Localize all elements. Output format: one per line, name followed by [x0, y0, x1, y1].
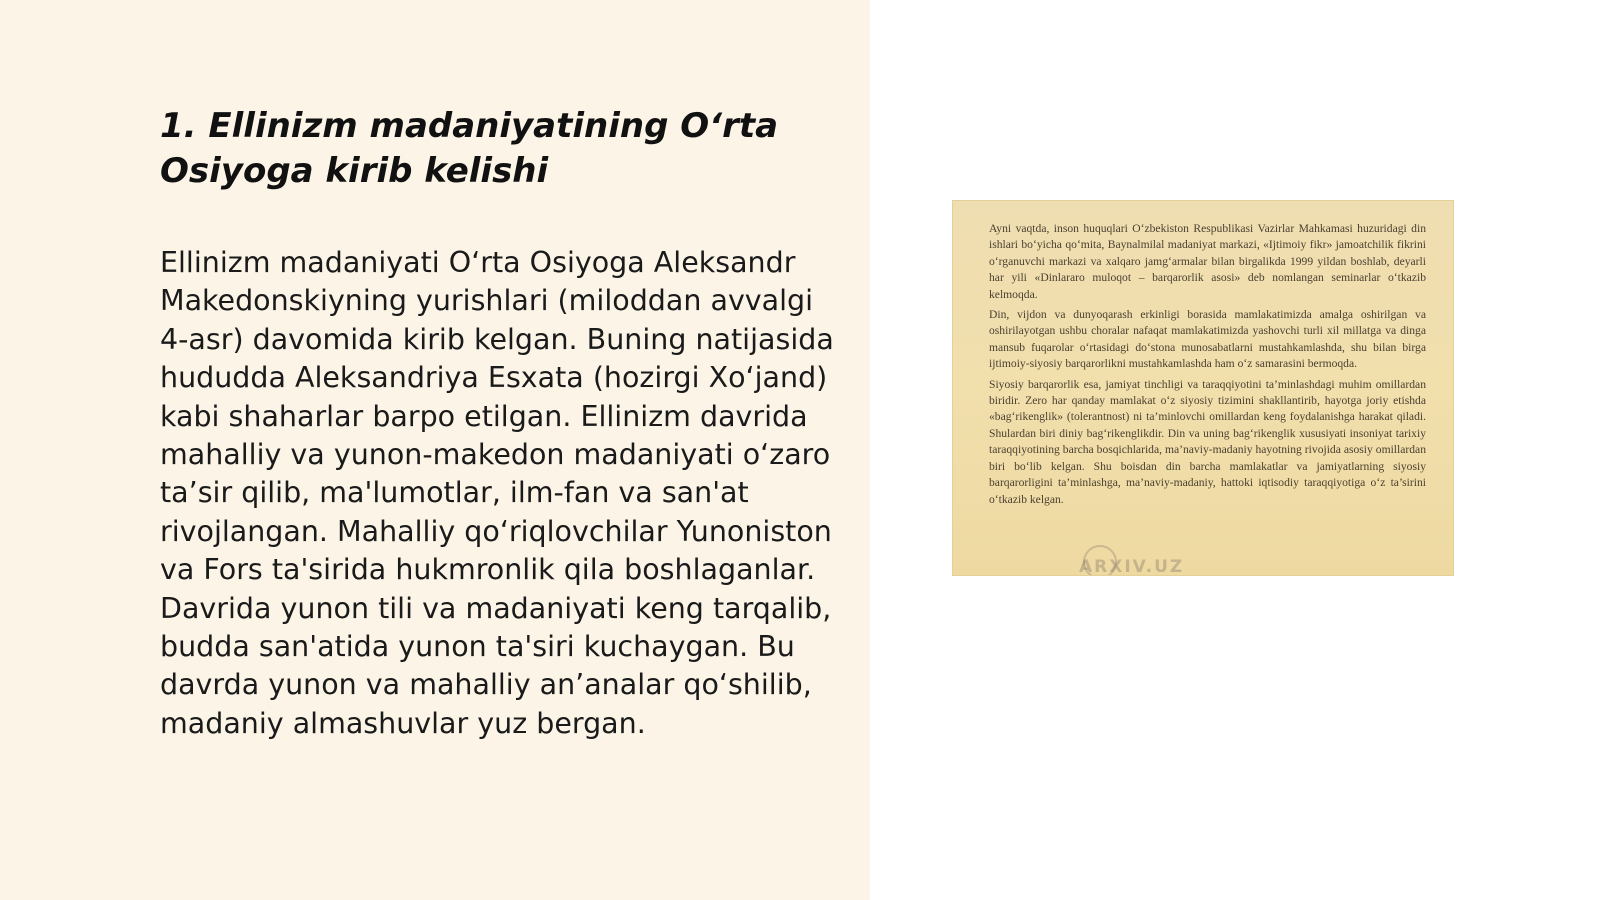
- scan-paragraph-1: Ayni vaqtda, inson huquqlari O‘zbekiston Respublikasi Vazirlar Mahkamasi huzuridagi din ishlari bo‘yicha qo‘mita, Baynalmilal madaniyat markazi, «Ijtimoiy fikr» jamoatchilik fikrini o‘rganuvchi markazi va xalqaro jamg‘armalar bilan birgalikda 1999 yildan boshlab, deyarli har yili «Dinlararo muloqot – barqarorlik asosi» deb nomlangan seminarlar o‘tkazib kelmoqda.: [989, 222, 1426, 301]
- scanned-document-image: [952, 200, 1454, 576]
- scan-paragraph-2: Din, vijdon va dunyoqarash erkinligi borasida mamlakatimizda amalga oshirilgan va oshirilayotgan ushbu choralar nafaqat mamlakatimizda yashovchi turli xil millatga va dinga mansub fuqarolar o‘rtasidagi do‘stona munosabatlarni mustahkamlashda, shu bilan birga ijtimoiy-siyosiy barqarorlikni mustahkamlashda ham o‘z samarasini bermoqda.: [989, 308, 1426, 371]
- watermark-text: ARXIV.UZ: [1079, 557, 1185, 576]
- scan-paragraph-3: Siyosiy barqarorlik esa, jamiyat tinchligi va taraqqiyotini ta’minlashdagi muhim omillardan biridir. Zero har qanday mamlakat o‘z siyosiy tizimini shakllantirib, hayotga joriy etishda «bag‘rikenglik» (tolerantnost) ni ta’minlovchi omillardan keng foydalanishga harakat qiladi. Shulardan biri diniy bag‘rikenglikdir. Din va uning bag‘rikenglik xususiyati insoniyat tarixiy taraqqiyotining barcha bosqichlarida, ma’naviy-madaniy hayotning rivojida asosiy omillardan biri bo‘lib kelgan. Shu boisdan din barcha mamlakatlar va jamiyatlarning siyosiy barqarorligini ta’minlashga, ma’naviy-madaniy, hattoki iqtisodiy taraqqiyotiga o‘z ta’sirini o‘tkazib kelgan.: [989, 377, 1426, 506]
- slide-body-text: Ellinizm madaniyati O‘rta Osiyoga Aleksandr Makedonskiyning yurishlari (miloddan avvalgi 4-asr) davomida kirib kelgan. Buning natijasida hududda Aleksandriya Esxata (hozirgi Xo‘jand) kabi shaharlar barpo etilgan. Ellinizm davrida mahalliy va yunon-makedon madaniyati o‘zaro ta’sir qilib, ma'lumotlar, ilm-fan va san'at rivojlangan. Mahalliy qo‘riqlovchilar Yunoniston va Fors ta'sirida hukmronlik qila boshlaganlar. Davrida yunon tili va madaniyati keng tarqalib, budda san'atida yunon ta'siri kuchaygan. Bu davrda yunon va mahalliy an’analar qo‘shilib, madaniy almashuvlar yuz bergan.: [160, 246, 834, 740]
- slide-title: 1. Ellinizm madaniyatining O‘rta Osiyoga kirib kelishi: [160, 106, 779, 191]
